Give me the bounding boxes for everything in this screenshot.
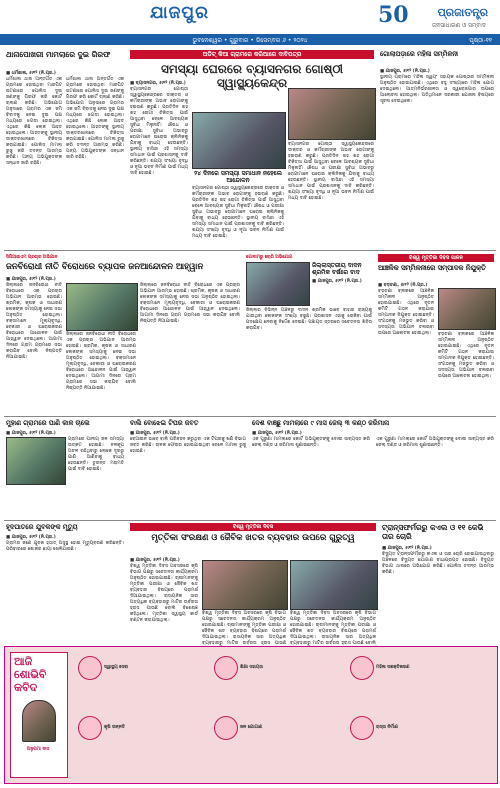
- story-right-top-headline: ଗୋଲାପଡ଼ାରେ ମହିଳା ସମ୍ମିଳନୀ: [380, 50, 459, 58]
- ad-item-label: କୃଷି ଉନ୍ନତି: [104, 725, 125, 730]
- story-right-mid-body-cont: ବଡ଼ଚଣା ବ୍ଲକରେ ଆଞ୍ଚଳିକ ସମ୍ମିଳନୀ ଅନୁଷ୍ଠିତ ହୋଇଯାଇଛି। ଏଥିରେ ନୂତନ କମିଟି ଗଠନ କରାଯାଇ ସମ୍ପାଦକ ନିଯୁକ୍ତ ହୋଇଛନ୍ତି। ସଂଗଠନକୁ ମଜଭୁତ କରିବା ଓ ସଦସ୍ୟତା ଅଭିଯାନ ଚଳାଇବା ଉପରେ ଆଲୋଚନା ହୋଇଥିଲା।: [438, 332, 494, 379]
- story-left-mid-kicker: ସିପିଆଇଏମ ପ୍ରଚାର ଅଭିଯାନ: [6, 255, 58, 260]
- section-divider: [4, 250, 496, 251]
- section-divider: [4, 416, 496, 417]
- story-right-mid-headline: ଆଞ୍ଚଳିକ ସମ୍ମିଳନୀରେ ସମ୍ପାଦକ ନିଯୁକ୍ତି: [378, 264, 486, 272]
- story-bottom-center-kicker: ବିଶ୍ୱ ମୃତ୍ତିକା ଦିବସ: [130, 523, 376, 531]
- story-bottom-center-byline: ■ ଯାଜପୁର, ୫ା୧୨ (ନି.ପ୍ର.): [130, 558, 180, 563]
- brand-name: ପ୍ରଜାତନ୍ତ୍ର: [437, 6, 488, 19]
- story-bottom-left-body: ଗ୍ରାମର ଜଣେ ଯୁବକ ହଠାତ୍ ଅସୁସ୍ଥ ହୋଇ ମୃତ୍ୟୁବରଣ କରିଛନ୍ତି। ପରିବାରରେ ଶୋକର ଛାୟା ଖେଳିଯାଇଛି।: [6, 541, 124, 552]
- story-bottom-center-body-cont: ବିଶ୍ୱ ମୃତ୍ତିକା ଦିବସ ଅବସରରେ କୃଷି ବିଭାଗ ପକ୍ଷରୁ ସଚେତନତା କାର୍ଯ୍ୟକ୍ରମ ଅନୁଷ୍ଠିତ ହୋଇଯାଇଛି। ଚାଷୀମାନଙ୍କୁ ମୃତ୍ତିକା ପରୀକ୍ଷା ଓ ଜୈବିକ ଖତ ବ୍ୟବହାର ବିଷୟରେ ପରାମର୍ଶ ଦିଆଯାଇଥିଲା। ରାସାୟନିକ ସାର ଅତ୍ୟଧିକ ବ୍ୟବହାରରୁ ମାଟିର ଉର୍ବରତା ହ୍ରାସ ପାଉଛି: [202, 611, 286, 646]
- story-photo-rally: [66, 283, 138, 331]
- story-center-mid-headline: ଜିଲ୍ଲାସ୍ତରୀୟ ଦାଦନ ଶ୍ରମିକ ବର୍ଷରେ ବାଦ: [312, 262, 362, 276]
- story-center-top-caption: ୨୪ ଦିନରେ ସମସ୍ୟା ସମାଧାନ ନହେଲେ ଆନ୍ଦୋଳନ: [194, 170, 282, 184]
- ad-portrait: [22, 700, 56, 742]
- story-center-top-body: ବ୍ୟାସନଗର ଗୋଷ୍ଠୀ ସ୍ୱାସ୍ଥ୍ୟକେନ୍ଦ୍ରରେ ଡାକ୍ତର ଓ କର୍ମଚାରୀଙ୍କ ଅଭାବ ରୋଗୀଙ୍କୁ ହଇରାଣ କରୁଛି। ପ୍ରତିଦିନ ଶହ ଶହ ରୋଗୀ ଚିକିତ୍ସା ପାଇଁ ଆସୁଥିବା ବେଳେ ଆବଶ୍ୟକ ସୁବିଧା ମିଳୁନାହିଁ। ଔଷଧ ଓ ପରୀକ୍ଷା ସୁବିଧା ଅଭାବରୁ ରୋଗୀମାନେ ଘରୋଇ କ୍ଲିନିକକୁ ଯିବାକୁ ବାଧ୍ୟ ହେଉଛନ୍ତି। ସ୍ଥାନୀୟ ବାସିନ୍ଦା ଏହି ସମସ୍ୟା ସମାଧାନ ପାଇଁ ପ୍ରଶାସନକୁ ଦାବି କରିଛନ୍ତି। ଶଯ୍ୟା ସଂଖ୍ୟା ବୃଦ୍ଧି ଓ ନୂଆ ଭବନ ନିର୍ମାଣ ପାଇଁ ମଧ୍ୟ ଦାବି ହୋଇଛି।: [130, 87, 188, 176]
- story-bottom-center-body: ବିଶ୍ୱ ମୃତ୍ତିକା ଦିବସ ଅବସରରେ କୃଷି ବିଭାଗ ପକ୍ଷରୁ ସଚେତନତା କାର୍ଯ୍ୟକ୍ରମ ଅନୁଷ୍ଠିତ ହୋଇଯାଇଛି। ଚାଷୀମାନଙ୍କୁ ମୃତ୍ତିକା ପରୀକ୍ଷା ଓ ଜୈବିକ ଖତ ବ୍ୟବହାର ବିଷୟରେ ପରାମର୍ଶ ଦିଆଯାଇଥିଲା। ରାସାୟନିକ ସାର ଅତ୍ୟଧିକ ବ୍ୟବହାରରୁ ମାଟିର ଉର୍ବରତା ହ୍ରାସ ପାଉଛି ବୋଲି ବିଶେଷଜ୍ଞ କହିଥିଲେ। ମୃତ୍ତିକା ସ୍ୱାସ୍ଥ୍ୟ କାର୍ଡ ବଣ୍ଟନ କରାଯାଇଥିଲା।: [130, 564, 198, 623]
- story-right-low-headline: ଦେଶ ବାଞ୍ଛୁ ମାମଲାରେ ୯ ମାସ ଜେଲ୍ ୩ କଣ୍ଠ ଜରିମାନା: [252, 419, 390, 427]
- ad-item-label: ସ୍ୱାସ୍ଥ୍ୟ ସେବା: [104, 665, 129, 670]
- ad-item-agriculture-icon: [78, 716, 102, 740]
- story-left-mid-headline: ଜନବିରୋଧୀ ନୀତି ବିରୋଧରେ ବ୍ୟାପକ ଜନଆନ୍ଦୋଳନ ଆହ୍ୱାନ: [6, 262, 204, 272]
- story-center-low-byline: ■ ଯାଜପୁର, ୫ା୧୨ (ନି.ପ୍ର.): [130, 431, 180, 436]
- story-left-low-headline: ମୁହାଣ ଗ୍ରାମରେ ପାଣି କାଳ ଚାଲେ: [6, 419, 90, 427]
- ad-title-line1: ଆଜି: [14, 655, 33, 668]
- story-right-low-body-cont: ଏକ ପୁରୁଣା ମାମଲାରେ କୋର୍ଟ ଅଭିଯୁକ୍ତଙ୍କୁ ଦୋଷୀ ସାବ୍ୟସ୍ତ କରି ଜେଲ୍ ଦଣ୍ଡ ଓ ଜରିମାନା ଶୁଣାଇଛନ୍ତି।: [376, 437, 494, 448]
- story-left-mid-byline: ■ ଯାଜପୁର, ୫ା୧୨ (ନି.ପ୍ର.): [6, 277, 56, 282]
- page-title: ଯାଜପୁର: [150, 3, 209, 23]
- ad-item-label: ରାସ୍ତା ନିର୍ମାଣ: [376, 725, 399, 730]
- ad-item-label: ଶିକ୍ଷା ସହାୟତା: [240, 665, 263, 670]
- ad-item-label: ଜଳ ଯୋଗାଣ: [240, 725, 263, 730]
- story-center-top-byline: ■ ବ୍ୟାସନଗର, ୫ା୧୨ (ନି.ପ୍ର.): [130, 81, 186, 86]
- story-bottom-right-byline: ■ ଯାଜପୁର, ୫ା୧୨ (ନି.ପ୍ର.): [382, 546, 432, 551]
- story-center-mid-kicker: ଗୋଦାମରୁ ଚୋରି ଅଭିଯୋଗ: [246, 255, 293, 260]
- ad-title-line3: କବିଦ: [14, 681, 38, 694]
- story-left-mid-body: ଜିଲ୍ଲାରେ ଜନବିରୋଧୀ ନୀତି ବିରୋଧରେ ଏକ ପ୍ରଚାର ଅଭିଯାନ ଆରମ୍ଭ ହୋଇଛି। ଶ୍ରମିକ, କୃଷକ ଓ ସାଧାରଣ ଲୋକଙ୍କ ସମସ୍ୟାକୁ ନେଇ ସଭା ଅନୁଷ୍ଠିତ ହୋଇଥିଲା। ବକ୍ତାମାନେ ମୂଲ୍ୟବୃଦ୍ଧି, ବେକାରୀ ଓ ଘରୋଇକରଣ ବିରୋଧରେ ଆନ୍ଦୋଳନ ପାଇଁ ଆହ୍ୱାନ ଦେଇଥିଲେ। ଆଗାମୀ ଦିନରେ ଗ୍ରାମ ଗ୍ରାମରେ ସଭା କରାଯିବ ବୋଲି ନିଷ୍ପତ୍ତି ନିଆଯାଇଛି।: [6, 283, 62, 360]
- story-center-top-headline: ସମସ୍ୟା ଘେରରେ ବ୍ୟାସନଗର ଗୋଷ୍ଠୀ ସ୍ୱାସ୍ଥ୍ୟକେନ୍ଦ୍ର: [161, 62, 343, 90]
- story-left-mid-body-side: ଜିଲ୍ଲାରେ ଜନବିରୋଧୀ ନୀତି ବିରୋଧରେ ଏକ ପ୍ରଚାର ଅଭିଯାନ ଆରମ୍ଭ ହୋଇଛି। ଶ୍ରମିକ, କୃଷକ ଓ ସାଧାରଣ ଲୋକଙ୍କ ସମସ୍ୟାକୁ ନେଇ ସଭା ଅନୁଷ୍ଠିତ ହୋଇଥିଲା। ବକ୍ତାମାନେ ମୂଲ୍ୟବୃଦ୍ଧି, ବେକାରୀ ଓ ଘରୋଇକରଣ ବିରୋଧରେ ଆନ୍ଦୋଳନ ପାଇଁ ଆହ୍ୱାନ ଦେଇଥିଲେ। ଆଗାମୀ ଦିନରେ ଗ୍ରାମ ଗ୍ରାମରେ ସଭା କରାଯିବ ବୋଲି ନିଷ୍ପତ୍ତି ନିଆଯାଇଛି।: [140, 283, 240, 324]
- ad-item-road-icon: [350, 716, 374, 740]
- story-photo-health-centre: [192, 112, 286, 169]
- ad-item-women-icon: [350, 656, 374, 680]
- story-photo-conference: [438, 288, 496, 330]
- story-photo-meeting: [288, 88, 376, 140]
- ad-items-grid: [74, 652, 490, 776]
- ad-title-line2: ଶୋଭିବି: [14, 668, 47, 681]
- section-divider: [4, 520, 496, 521]
- story-right-top-body: ସ୍ଥାନୀୟ ଗ୍ରାମରେ ମହିଳା ସ୍ୱୟଂ ସହାୟକ ଗୋଷ୍ଠୀର ସମ୍ମିଳନୀ ଅନୁଷ୍ଠିତ ହୋଇଯାଇଛି। ଏଥିରେ ବହୁ ସଂଖ୍ୟାରେ ମହିଳା ଯୋଗ ଦେଇଥିଲେ। ଆତ୍ମନିର୍ଭରଶୀଳତା ଓ ସ୍ୱରୋଜଗାର ଉପରେ ଆଲୋଚନା ହୋଇଥିଲା। ଅତିଥିମାନେ ସରକାରୀ ଯୋଜନା ବିଷୟରେ ସୂଚନା ଦେଇଥିଲେ।: [380, 75, 494, 104]
- story-left-top-byline: ■ ଧର୍ମଶାଳା, ୫ା୧୨ (ନି.ପ୍ର.): [6, 71, 56, 76]
- story-center-mid-byline: ■ ଯାଜପୁର, ୫ା୧୨ (ନି.ପ୍ର.): [312, 279, 362, 284]
- ad-item-label: ମହିଳା ସଶକ୍ତିକରଣ: [376, 665, 410, 670]
- story-left-top-headline: ଥାନାପୋଖରୀ ମାମଲାରେ ଦୁଇ ଗିରଫ: [6, 50, 111, 59]
- page-number: ପୃଷ୍ଠା-୧୧: [469, 37, 492, 44]
- story-photo-soil-day: [202, 560, 288, 610]
- ad-item-water-icon: [214, 716, 238, 740]
- story-bottom-right-body: ବିଦ୍ୟୁତ ଟ୍ରାନ୍ସଫର୍ମରରୁ କଏଲ ଓ ତାର ଚୋରି ହୋଇଯାଇଥିବାରୁ ଅଞ୍ଚଳରେ ବିଦ୍ୟୁତ ଯୋଗାଣ ବାଧାପ୍ରାପ୍ତ ହୋଇଛି। ବିଦ୍ୟୁତ ବିଭାଗ ଥାନାରେ ଅଭିଯୋଗ କରିଛି। ପୋଲିସ ତଦନ୍ତ ଆରମ୍ଭ କରିଛି।: [382, 552, 494, 575]
- masthead: [0, 0, 500, 36]
- story-left-top-body-cont: ଧର୍ମଶାଳା ଥାନା ଅନ୍ତର୍ଗତ ଏକ ଗ୍ରାମରେ ହୋଇଥିବା ମାରପିଟ ଘଟଣାରେ ପୋଲିସ ଦୁଇ ଜଣଙ୍କୁ ଗିରଫ କରି କୋର୍ଟ ଚାଲାଣ କରିଛି। ଅଭିଯୋଗ ଅନୁସାରେ ଗ୍ରାମର ଏକ ଜମି ବିବାଦକୁ ନେଇ ଦୁଇ ପକ୍ଷ ମଧ୍ୟରେ ଝଗଡା ହୋଇଥିଲା। ଏଥିରେ କିଛି ଲୋକ ଆହତ ହୋଇଥିଲେ। ଆହତଙ୍କୁ ସ୍ଥାନୀୟ ଡାକ୍ତରଖାନାରେ ଚିକିତ୍ସା କରାଯାଇଛି। ପୋଲିସ ମାମଲା ରୁଜୁ କରି ତଦନ୍ତ ଆରମ୍ଭ କରିଛି। ଅନ୍ୟ ଅଭିଯୁକ୍ତଙ୍କ ସନ୍ଧାନ ଜାରି ରହିଛି।: [66, 77, 124, 160]
- story-center-top-kicker: ଅଡିଟ୍ କିଆ ଗ୍ରାମରେ କରିଆରେ ଦାବିପତ୍ର: [130, 50, 374, 59]
- story-right-low-body: ଏକ ପୁରୁଣା ମାମଲାରେ କୋର୍ଟ ଅଭିଯୁକ୍ତଙ୍କୁ ଦୋଷୀ ସାବ୍ୟସ୍ତ କରି ଜେଲ୍ ଦଣ୍ଡ ଓ ଜରିମାନା ଶୁଣାଇଛନ୍ତି।: [252, 437, 370, 448]
- story-center-low-headline: ବାଲି ବୋଝେଇ ଟିପର ଜବତ: [130, 419, 199, 427]
- story-left-top-body: ଧର୍ମଶାଳା ଥାନା ଅନ୍ତର୍ଗତ ଏକ ଗ୍ରାମରେ ହୋଇଥିବା ମାରପିଟ ଘଟଣାରେ ପୋଲିସ ଦୁଇ ଜଣଙ୍କୁ ଗିରଫ କରି କୋର୍ଟ ଚାଲାଣ କରିଛି। ଅଭିଯୋଗ ଅନୁସାରେ ଗ୍ରାମର ଏକ ଜମି ବିବାଦକୁ ନେଇ ଦୁଇ ପକ୍ଷ ମଧ୍ୟରେ ଝଗଡା ହୋଇଥିଲା। ଏଥିରେ କିଛି ଲୋକ ଆହତ ହୋଇଥିଲେ। ଆହତଙ୍କୁ ସ୍ଥାନୀୟ ଡାକ୍ତରଖାନାରେ ଚିକିତ୍ସା କରାଯାଇଛି। ପୋଲିସ ମାମଲା ରୁଜୁ କରି ତଦନ୍ତ ଆରମ୍ଭ କରିଛି। ଅନ୍ୟ ଅଭିଯୁକ୍ତଙ୍କ ସନ୍ଧାନ ଜାରି ରହିଛି।: [6, 77, 62, 166]
- ad-item-education-icon: [214, 656, 238, 680]
- dateline: [0, 36, 500, 45]
- story-photo-workers: [246, 262, 310, 306]
- story-right-top-byline: ■ ଯାଜପୁର, ୫ା୧୨ (ନି.ପ୍ର.): [380, 69, 430, 74]
- story-photo-water: [6, 437, 66, 485]
- story-left-mid-body-cont: ଜିଲ୍ଲାରେ ଜନବିରୋଧୀ ନୀତି ବିରୋଧରେ ଏକ ପ୍ରଚାର ଅଭିଯାନ ଆରମ୍ଭ ହୋଇଛି। ଶ୍ରମିକ, କୃଷକ ଓ ସାଧାରଣ ଲୋକଙ୍କ ସମସ୍ୟାକୁ ନେଇ ସଭା ଅନୁଷ୍ଠିତ ହୋଇଥିଲା। ବକ୍ତାମାନେ ମୂଲ୍ୟବୃଦ୍ଧି, ବେକାରୀ ଓ ଘରୋଇକରଣ ବିରୋଧରେ ଆନ୍ଦୋଳନ ପାଇଁ ଆହ୍ୱାନ ଦେଇଥିଲେ। ଆଗାମୀ ଦିନରେ ଗ୍ରାମ ଗ୍ରାମରେ ସଭା କରାଯିବ ବୋଲି ନିଷ୍ପତ୍ତି ନିଆଯାଇଛି।: [66, 332, 136, 391]
- story-bottom-center-body-side: ବିଶ୍ୱ ମୃତ୍ତିକା ଦିବସ ଅବସରରେ କୃଷି ବିଭାଗ ପକ୍ଷରୁ ସଚେତନତା କାର୍ଯ୍ୟକ୍ରମ ଅନୁଷ୍ଠିତ ହୋଇଯାଇଛି। ଚାଷୀମାନଙ୍କୁ ମୃତ୍ତିକା ପରୀକ୍ଷା ଓ ଜୈବିକ ଖତ ବ୍ୟବହାର ବିଷୟରେ ପରାମର୍ଶ ଦିଆଯାଇଥିଲା। ରାସାୟନିକ ସାର ଅତ୍ୟଧିକ ବ୍ୟବହାରରୁ ମାଟିର ଉର୍ବରତା ହ୍ରାସ ପାଉଛି ବୋଲି: [290, 611, 376, 646]
- story-bottom-center-headline: ମୃତ୍ତିକା ସଂରକ୍ଷଣ ଓ ଜୈବିକ ଖତର ବ୍ୟବହାର ଉପରେ ଗୁରୁତ୍ୱ: [151, 533, 355, 543]
- story-right-mid-byline: ■ ବଡ଼ଚଣା, ୫ା୧୨ (ନି.ପ୍ର.): [378, 283, 428, 288]
- story-center-low-body: ବେଆଇନ ଭାବେ ବାଲି ପରିବହନ କରୁଥିବା ଏକ ଟିପରକୁ ଖଣି ବିଭାଗ ଜବତ କରିଛି। ଚାଳକ ଫେରାର ହୋଇଯାଇଥିବା ବେଳେ ମାମଲା ରୁଜୁ ହୋଇଛି।: [130, 437, 246, 454]
- brand-subtitle: ଜନସାଧାରଣ ଓ ସମ୍ବାଦ: [431, 22, 486, 29]
- story-bottom-left-headline: ହୃଦଘାତରେ ଯୁବକଙ୍କ ମୃତ୍ୟୁ: [6, 523, 78, 531]
- story-right-low-byline: ■ ଯାଜପୁର, ୫ା୧୨ (ନି.ପ୍ର.): [252, 431, 302, 436]
- ad-item-health-icon: [78, 656, 102, 680]
- anniversary-logo: 50: [378, 2, 409, 28]
- story-center-top-body-side: ବ୍ୟାସନଗର ଗୋଷ୍ଠୀ ସ୍ୱାସ୍ଥ୍ୟକେନ୍ଦ୍ରରେ ଡାକ୍ତର ଓ କର୍ମଚାରୀଙ୍କ ଅଭାବ ରୋଗୀଙ୍କୁ ହଇରାଣ କରୁଛି। ପ୍ରତିଦିନ ଶହ ଶହ ରୋଗୀ ଚିକିତ୍ସା ପାଇଁ ଆସୁଥିବା ବେଳେ ଆବଶ୍ୟକ ସୁବିଧା ମିଳୁନାହିଁ। ଔଷଧ ଓ ପରୀକ୍ଷା ସୁବିଧା ଅଭାବରୁ ରୋଗୀମାନେ ଘରୋଇ କ୍ଲିନିକକୁ ଯିବାକୁ ବାଧ୍ୟ ହେଉଛନ୍ତି। ସ୍ଥାନୀୟ ବାସିନ୍ଦା ଏହି ସମସ୍ୟା ସମାଧାନ ପାଇଁ ପ୍ରଶାସନକୁ ଦାବି କରିଛନ୍ତି। ଶଯ୍ୟା ସଂଖ୍ୟା ବୃଦ୍ଧି ଓ ନୂଆ ଭବନ ନିର୍ମାଣ ପାଇଁ ମଧ୍ୟ ଦାବି ହୋଇଛି।: [288, 142, 374, 201]
- story-bottom-right-headline: ଟ୍ରାନ୍ସଫର୍ମରରୁ କଏଲ ଓ ୧୧ କେଭି ତାର ଚୋରି: [382, 523, 484, 541]
- story-photo-farmers: [290, 560, 378, 610]
- story-center-mid-body: ଜିଲ୍ଲାର ବିଭିନ୍ନ ଅଞ୍ଚଳରୁ ଦାଦନ ଶ୍ରମିକ ଭାବେ ବାହାର ରାଜ୍ୟକୁ ଯାଉଥିବା ଲୋକଙ୍କ ସଂଖ୍ୟା ବଢୁଛି। ପ୍ରଶାସନ ଏହାକୁ ରୋକିବା ପାଇଁ ପଦକ୍ଷେପ ନେବାକୁ ନିର୍ଦ୍ଦେଶ ଦେଇଛି। ପଞ୍ଚାୟତ ସ୍ତରରେ ସଚେତନତା ଶିବିର କରାଯିବ।: [246, 308, 372, 331]
- ad-name: ଅନୁପମା ଦାସ: [26, 747, 50, 752]
- story-bottom-left-byline: ■ ଯାଜପୁର, ୫ା୧୨ (ନି.ପ୍ର.): [6, 535, 56, 540]
- story-left-low-body: ଗ୍ରାମରେ ପାନୀୟ ଜଳ ସମସ୍ୟା ଉତ୍କଟ ହୋଇଛି। ନଳକୂପ ଅଚଳ ରହିଥିବାରୁ ଲୋକେ ଦୂରରୁ ପାଣି ଆଣିବାକୁ ବାଧ୍ୟ ହେଉଛନ୍ତି। ତୁରନ୍ତ ମରାମତି ପାଇଁ ଦାବି ହୋଇଛି।: [68, 437, 124, 472]
- story-left-low-byline: ■ ଯାଜପୁର, ୫ା୧୨ (ନି.ପ୍ର.): [6, 431, 56, 436]
- story-right-mid-kicker: ବିଶ୍ୱ ମୃତ୍ତିକା ଦିବସ ପାଳନ: [378, 254, 494, 262]
- dateline-text: ଭୁବନେଶ୍ୱର • ଗୁରୁବାର • ଡିସେମ୍ବର ୬ • ୨୦୨୪: [192, 37, 308, 44]
- story-center-top-body-cont: ବ୍ୟାସନଗର ଗୋଷ୍ଠୀ ସ୍ୱାସ୍ଥ୍ୟକେନ୍ଦ୍ରରେ ଡାକ୍ତର ଓ କର୍ମଚାରୀଙ୍କ ଅଭାବ ରୋଗୀଙ୍କୁ ହଇରାଣ କରୁଛି। ପ୍ରତିଦିନ ଶହ ଶହ ରୋଗୀ ଚିକିତ୍ସା ପାଇଁ ଆସୁଥିବା ବେଳେ ଆବଶ୍ୟକ ସୁବିଧା ମିଳୁନାହିଁ। ଔଷଧ ଓ ପରୀକ୍ଷା ସୁବିଧା ଅଭାବରୁ ରୋଗୀମାନେ ଘରୋଇ କ୍ଲିନିକକୁ ଯିବାକୁ ବାଧ୍ୟ ହେଉଛନ୍ତି। ସ୍ଥାନୀୟ ବାସିନ୍ଦା ଏହି ସମସ୍ୟା ସମାଧାନ ପାଇଁ ପ୍ରଶାସନକୁ ଦାବି କରିଛନ୍ତି। ଶଯ୍ୟା ସଂଖ୍ୟା ବୃଦ୍ଧି ଓ ନୂଆ ଭବନ ନିର୍ମାଣ ପାଇଁ ମଧ୍ୟ ଦାବି ହୋଇଛି।: [192, 186, 284, 239]
- story-right-mid-body: ବଡ଼ଚଣା ବ୍ଲକରେ ଆଞ୍ଚଳିକ ସମ୍ମିଳନୀ ଅନୁଷ୍ଠିତ ହୋଇଯାଇଛି। ଏଥିରେ ନୂତନ କମିଟି ଗଠନ କରାଯାଇ ସମ୍ପାଦକ ନିଯୁକ୍ତ ହୋଇଛନ୍ତି। ସଂଗଠନକୁ ମଜଭୁତ କରିବା ଓ ସଦସ୍ୟତା ଅଭିଯାନ ଚଳାଇବା ଉପରେ ଆଲୋଚନା ହୋଇଥିଲା।: [378, 289, 434, 336]
